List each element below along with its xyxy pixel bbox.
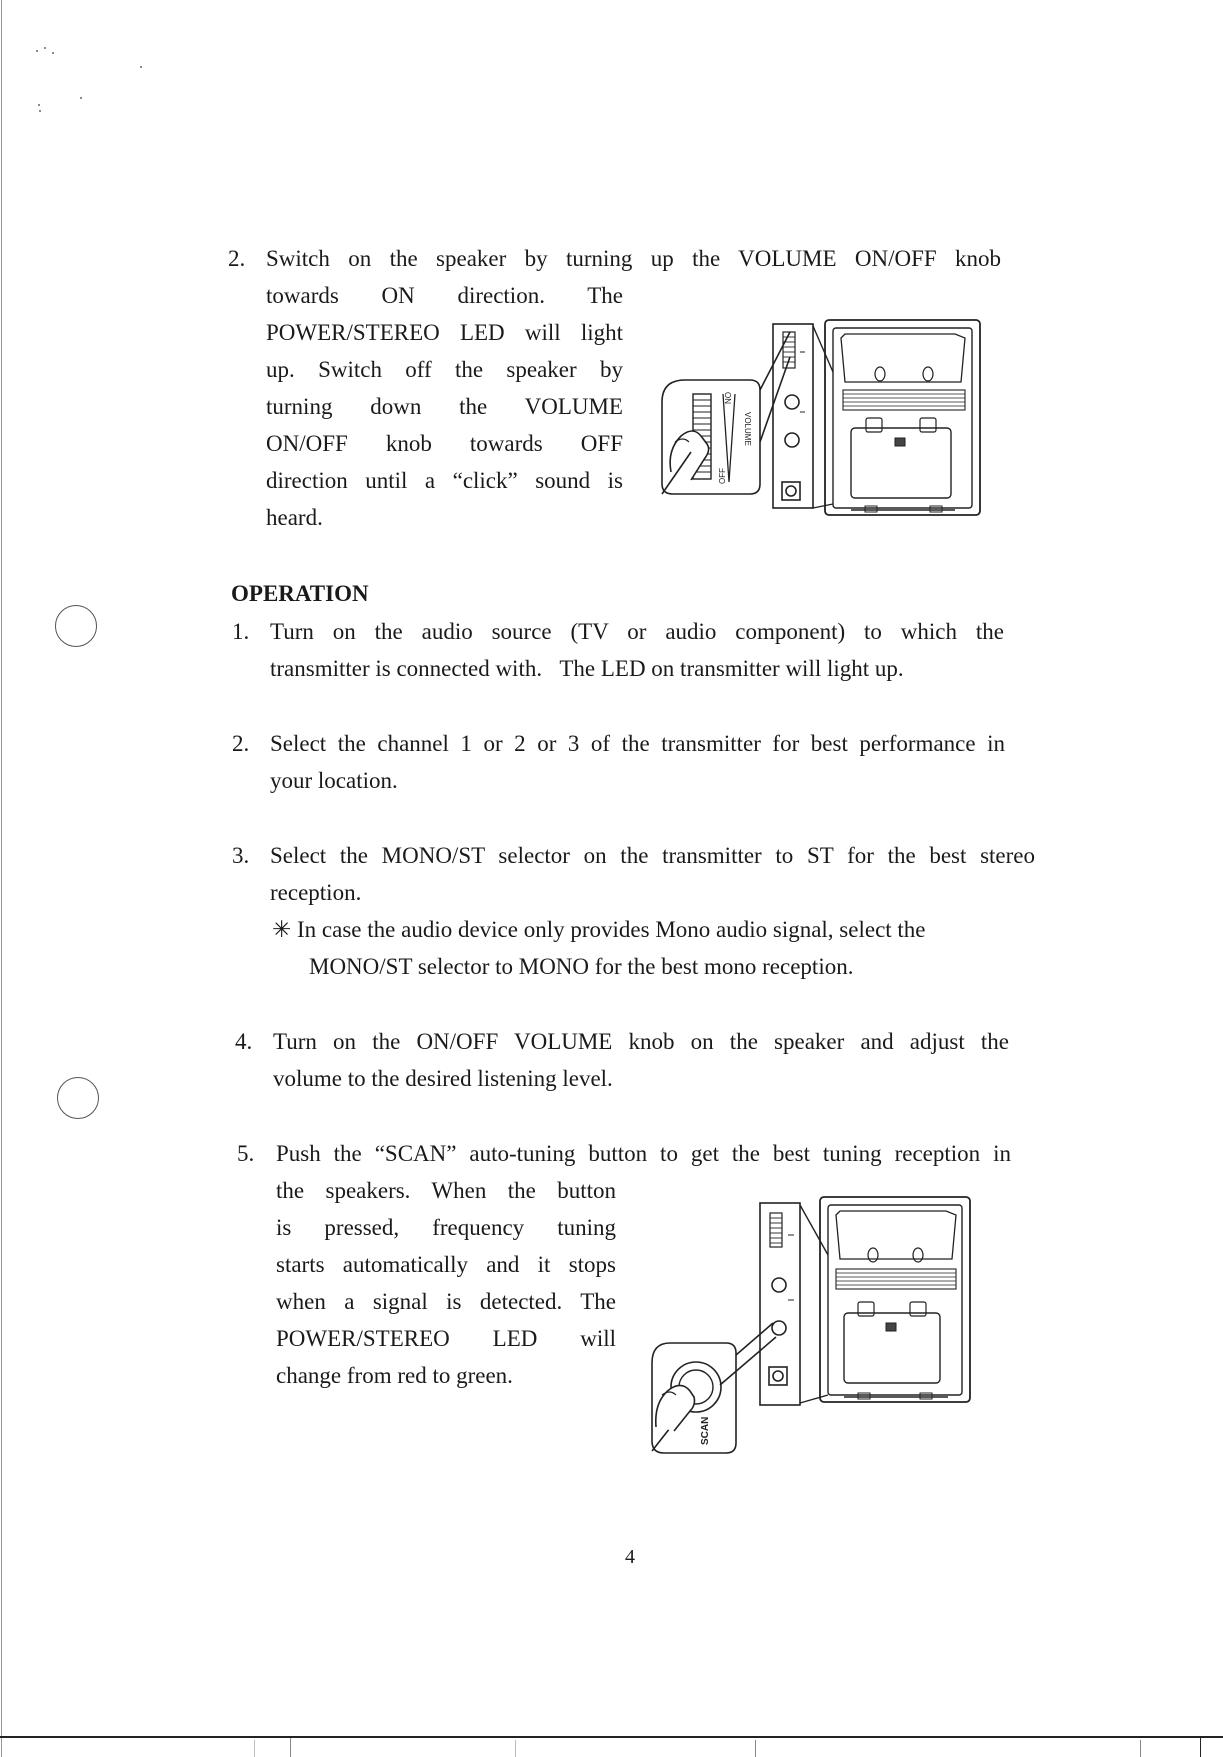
- step-text-line: is pressed, frequency tuning: [276, 1215, 616, 1240]
- step-text-line: when a signal is detected. The: [276, 1289, 616, 1314]
- step-text-line: heard.: [266, 505, 323, 530]
- binder-hole: [55, 605, 97, 647]
- scan-speck: [38, 104, 40, 106]
- scan-button-icon: [785, 433, 799, 447]
- page-number: 4: [625, 1546, 635, 1568]
- step-text-line: Select the MONO/ST selector on the transmitter to ST for the best stereo: [270, 843, 1035, 868]
- scan-tick: [254, 1740, 255, 1757]
- dc-jack-icon: [782, 482, 800, 500]
- scan-tick: [1200, 1738, 1201, 1757]
- scan-tick: [755, 1740, 756, 1757]
- note-text-line: MONO/ST selector to MONO for the best mono reception.: [309, 954, 854, 979]
- step-text-line: up. Switch off the speaker by: [266, 357, 623, 382]
- speaker-body: [825, 320, 980, 515]
- svg-text:VOLUME: VOLUME: [743, 412, 752, 446]
- step-number: 2.: [228, 246, 246, 271]
- step-text-line: direction until a “click” sound is: [266, 468, 623, 493]
- finger-icon: [656, 1385, 695, 1431]
- scan-speck: [36, 50, 38, 52]
- step-text-line: volume to the desired listening level.: [273, 1066, 613, 1091]
- dc-jack-icon: [769, 1367, 787, 1385]
- section-heading: OPERATION: [231, 581, 369, 606]
- step-text-line: POWER/STEREO LED will light: [266, 320, 623, 345]
- scan-tick: [290, 1738, 291, 1757]
- speaker-volume-diagram: [655, 312, 995, 522]
- scan-tick: [515, 1740, 516, 1757]
- speaker-scan-diagram: [648, 1195, 978, 1460]
- step-text-line: your location.: [270, 768, 398, 793]
- step-number: 1.: [232, 619, 250, 644]
- step-text-line: Switch on the speaker by turning up the VOLUME ON/OFF knob: [266, 246, 1001, 271]
- svg-text:OFF: OFF: [718, 468, 727, 484]
- svg-text:ON: ON: [723, 392, 732, 404]
- step-text-line: starts automatically and it stops: [276, 1252, 616, 1277]
- scan-tick: [1140, 1740, 1141, 1757]
- step-text-line: towards ON direction. The: [266, 283, 623, 308]
- step-text-line: reception.: [270, 880, 362, 905]
- step-text-line: turning down the VOLUME: [266, 394, 623, 419]
- scan-left-edge: [1, 0, 2, 1757]
- scan-bottom-line: [0, 1736, 1223, 1738]
- svg-text:SCAN: SCAN: [700, 1416, 711, 1445]
- step-text-line: Turn on the ON/OFF VOLUME knob on the speaker and adjust the: [273, 1029, 1009, 1054]
- step-number: 5.: [237, 1141, 255, 1166]
- scan-button-icon: [772, 1321, 786, 1335]
- step-text-line: Select the channel 1 or 2 or 3 of the transmitter for best performance in: [270, 731, 1005, 756]
- step-text-line: transmitter is connected with. The LED on transmitter will light up.: [270, 656, 904, 681]
- led-icon: [785, 395, 799, 409]
- step-number: 4.: [235, 1029, 253, 1054]
- scan-speck: [80, 97, 82, 99]
- step-number: 3.: [232, 843, 250, 868]
- speaker-body: [820, 1197, 970, 1402]
- scan-speck: [39, 110, 41, 112]
- step-text-line: POWER/STEREO LED will: [276, 1326, 616, 1351]
- step-text-line: the speakers. When the button: [276, 1178, 616, 1203]
- step-text-line: Turn on the audio source (TV or audio component) to which the: [270, 619, 1004, 644]
- step-number: 2.: [232, 731, 250, 756]
- scan-speck: [140, 66, 142, 68]
- led-icon: [772, 1278, 786, 1292]
- note-text-line: ✳ In case the audio device only provides Mono audio signal, select the: [272, 917, 926, 942]
- binder-hole: [57, 1077, 99, 1119]
- step-text-line: ON/OFF knob towards OFF: [266, 431, 623, 456]
- step-text-line: Push the “SCAN” auto-tuning button to get the best tuning reception in: [276, 1141, 1011, 1166]
- scan-speck: [52, 52, 54, 54]
- step-text-line: change from red to green.: [276, 1363, 513, 1388]
- scan-speck: [44, 47, 46, 49]
